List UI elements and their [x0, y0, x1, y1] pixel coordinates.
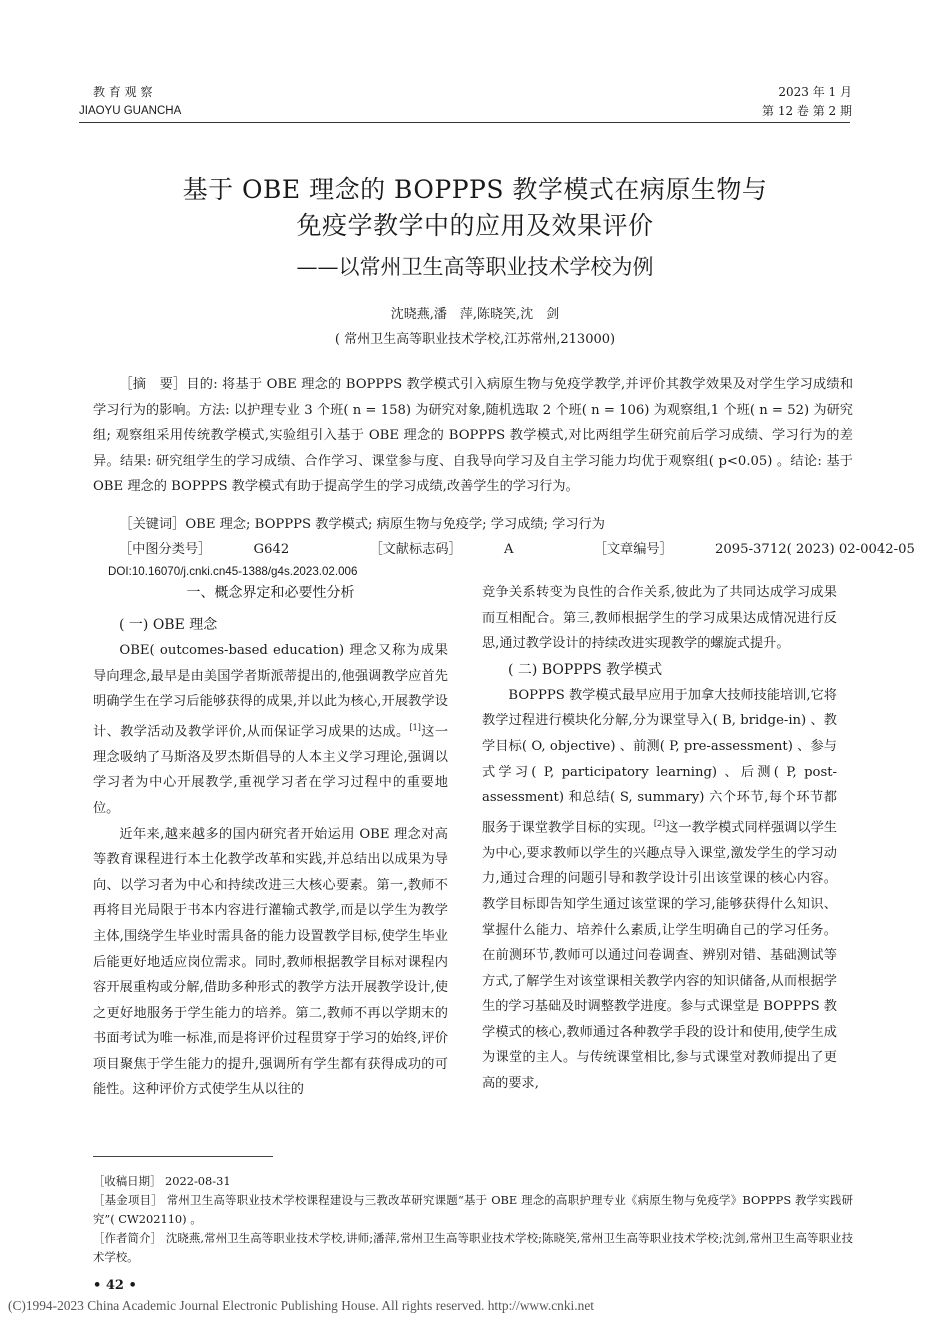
classification-row	[119, 537, 950, 563]
page-number: • 42 •	[93, 1278, 137, 1293]
subsection-1-title: ( 一) OBE 理念	[119, 617, 218, 633]
left-column	[93, 580, 448, 1103]
keywords	[93, 512, 853, 538]
article-number: ［文章编号］ 2095-3712( 2023) 02-0042-05	[593, 542, 915, 557]
received-date: ［收稿日期］ 2022-08-31	[93, 1174, 231, 1188]
paragraph-4: BOPPPS 教学模式最早应用于加拿大技师技能培训,它将教学过程进行模块化分解,分为课堂导入( B, bridge-in) 、教学目标( O, objective) 、前测( P, pre-assessment) 、参与式学习( P, participatory learning) 、后测( P, post-assessment) 和总结( S, summary) 六个环节,每个环节都服务于课堂教学目标的实现。[2]这一教学模式同样强调以学生为中心,要求教师以学生的兴趣点导入课堂,激发学生的学习动力,通过合理的问题引导和教学设计引出该堂课的核心内容。教学目标即告知学生通过该堂课的学习,能够获得什么知识、掌握什么能力、培养什么素质,让学生明确自己的学习任务。在前测环节,教师可以通过问卷调查、辨别对错、基础测试等方式,了解学生对该堂课相关教学内容的知识储备,从而根据学生的学习基础及时调整教学进度。参与式课堂是 BOPPPS 教学模式的核心,教师通过各种教学手段的设计和使用,使学生成为课堂的主人。与传统课堂相比,参与式课堂对教师提出了更高的要求,	[482, 687, 837, 1092]
subtitle: ——以常州卫生高等职业技术学校为例	[296, 255, 654, 279]
header-rule	[79, 122, 850, 123]
issue-volume: 第 12 卷 第 2 期	[762, 104, 852, 118]
citation-1: [1]	[409, 722, 421, 732]
journal-name-pinyin: JIAOYU GUANCHA	[79, 105, 182, 117]
keywords-label: ［关键词］	[119, 517, 186, 532]
citation-2: [2]	[653, 818, 666, 828]
affiliation: ( 常州卫生高等职业技术学校,江苏常州,213000)	[334, 332, 616, 347]
abstract-label: ［摘 要］	[119, 377, 187, 392]
abstract	[93, 372, 853, 500]
title-line-2: 免疫学教学中的应用及效果评价	[296, 211, 654, 240]
clc: ［中图分类号］ G642	[119, 542, 290, 557]
issue-date: 2023 年 1 月	[778, 85, 852, 99]
right-column	[482, 580, 837, 1097]
doi: DOI:10.16070/j.cnki.cn45-1388/g4s.2023.02.006	[108, 565, 358, 578]
subsection-2-title: ( 二) BOPPPS 教学模式	[508, 661, 663, 678]
author-bio: ［作者简介］ 沈晓燕,常州卫生高等职业技术学校,讲师;潘萍,常州卫生高等职业技术学校;陈晓笑,常州卫生高等职业技术学校;沈剑,常州卫生高等职业技术学校。	[93, 1231, 853, 1264]
copyright-footer: (C)1994-2023 China Academic Journal Electronic Publishing House. All rights reserved. http://www.cnki.net	[8, 1298, 594, 1313]
keywords-text: OBE 理念; BOPPPS 教学模式; 病原生物与免疫学; 学习成绩; 学习行为	[185, 517, 605, 532]
footnotes	[93, 1172, 853, 1267]
paragraph-1: OBE( outcomes-based education) 理念又称为成果导向理念,最早是由美国学者斯派蒂提出的,他强调教学应首先明确学生在学习后能够获得的成果,并以此为核心,开展教学设计、教学活动及教学评价,从而保证学习成果的达成。[1]这一理念吸纳了马斯洛及罗杰斯倡导的人本主义学习理论,强调以学习者为中心开展教学,重视学习者在学习过程中的重要地位。	[93, 643, 449, 816]
section-1-title: 一、概念界定和必要性分析	[186, 585, 355, 601]
paragraph-2: 近年来,越来越多的国内研究者开始运用 OBE 理念对高等教育课程进行本土化教学改革和实践,并总结出以成果为导向、以学习者为中心和持续改进三大核心要素。第一,教师不再将目光局限于书本内容进行灌输式教学,而是以学生为教学主体,围绕学生毕业时需具备的能力设置教学目标,使学生毕业后能更好地适应岗位需求。同时,教师根据教学目标对课程内容开展重构或分解,借助多种形式的教学方法开展教学设计,使之更好地服务于学生能力的培养。第二,教师不再以学期末的书面考试为唯一标准,而是将评价过程贯穿于学习的始终,评价项目聚焦于学生能力的提升,强调所有学生都有获得成功的可能性。这种评价方式使学生从以往的	[93, 826, 448, 1098]
title-line-1: 基于 OBE 理念的 BOPPPS 教学模式在病原生物与	[182, 175, 768, 204]
author-list: 沈晓燕,潘 萍,陈晓笑,沈 剑	[390, 307, 560, 322]
abstract-text: 目的: 将基于 OBE 理念的 BOPPPS 教学模式引入病原生物与免疫学教学,并评价其教学效果及对学生学习成绩和学习行为的影响。方法: 以护理专业 3 个班( n = 158) 为研究对象,随机选取 2 个班( n = 106) 为观察组,1 个班( n = 52) 为研究组; 观察组采用传统教学模式,实验组引入基于 OBE 理念的 BOPPPS 教学模式,对比两组学生研究前后学习成绩、学习行为的差异。结果: 研究组学生的学习成绩、合作学习、课堂参与度、自我导向学习及自主学习能力均优于观察组( p<0.05) 。结论: 基于 OBE 理念的 BOPPPS 教学模式有助于提高学生的学习成绩,改善学生的学习行为。	[93, 377, 854, 495]
paragraph-3: 竞争关系转变为良性的合作关系,彼此为了共同达成学习成果而互相配合。第三,教师根据学生的学习成果达成情况进行反思,通过教学设计的持续改进实现教学的螺旋式提升。	[482, 585, 837, 652]
doc-code: ［文献标志码］ A	[369, 542, 514, 557]
footnote-rule	[93, 1156, 273, 1157]
fund-project: ［基金项目］ 常州卫生高等职业技术学校课程建设与三教改革研究课题“基于 OBE 理念的高职护理专业《病原生物与免疫学》BOPPPS 教学实践研究”( CW202110) 。	[93, 1193, 853, 1226]
journal-name-cn: 教 育 观 察	[93, 85, 153, 99]
